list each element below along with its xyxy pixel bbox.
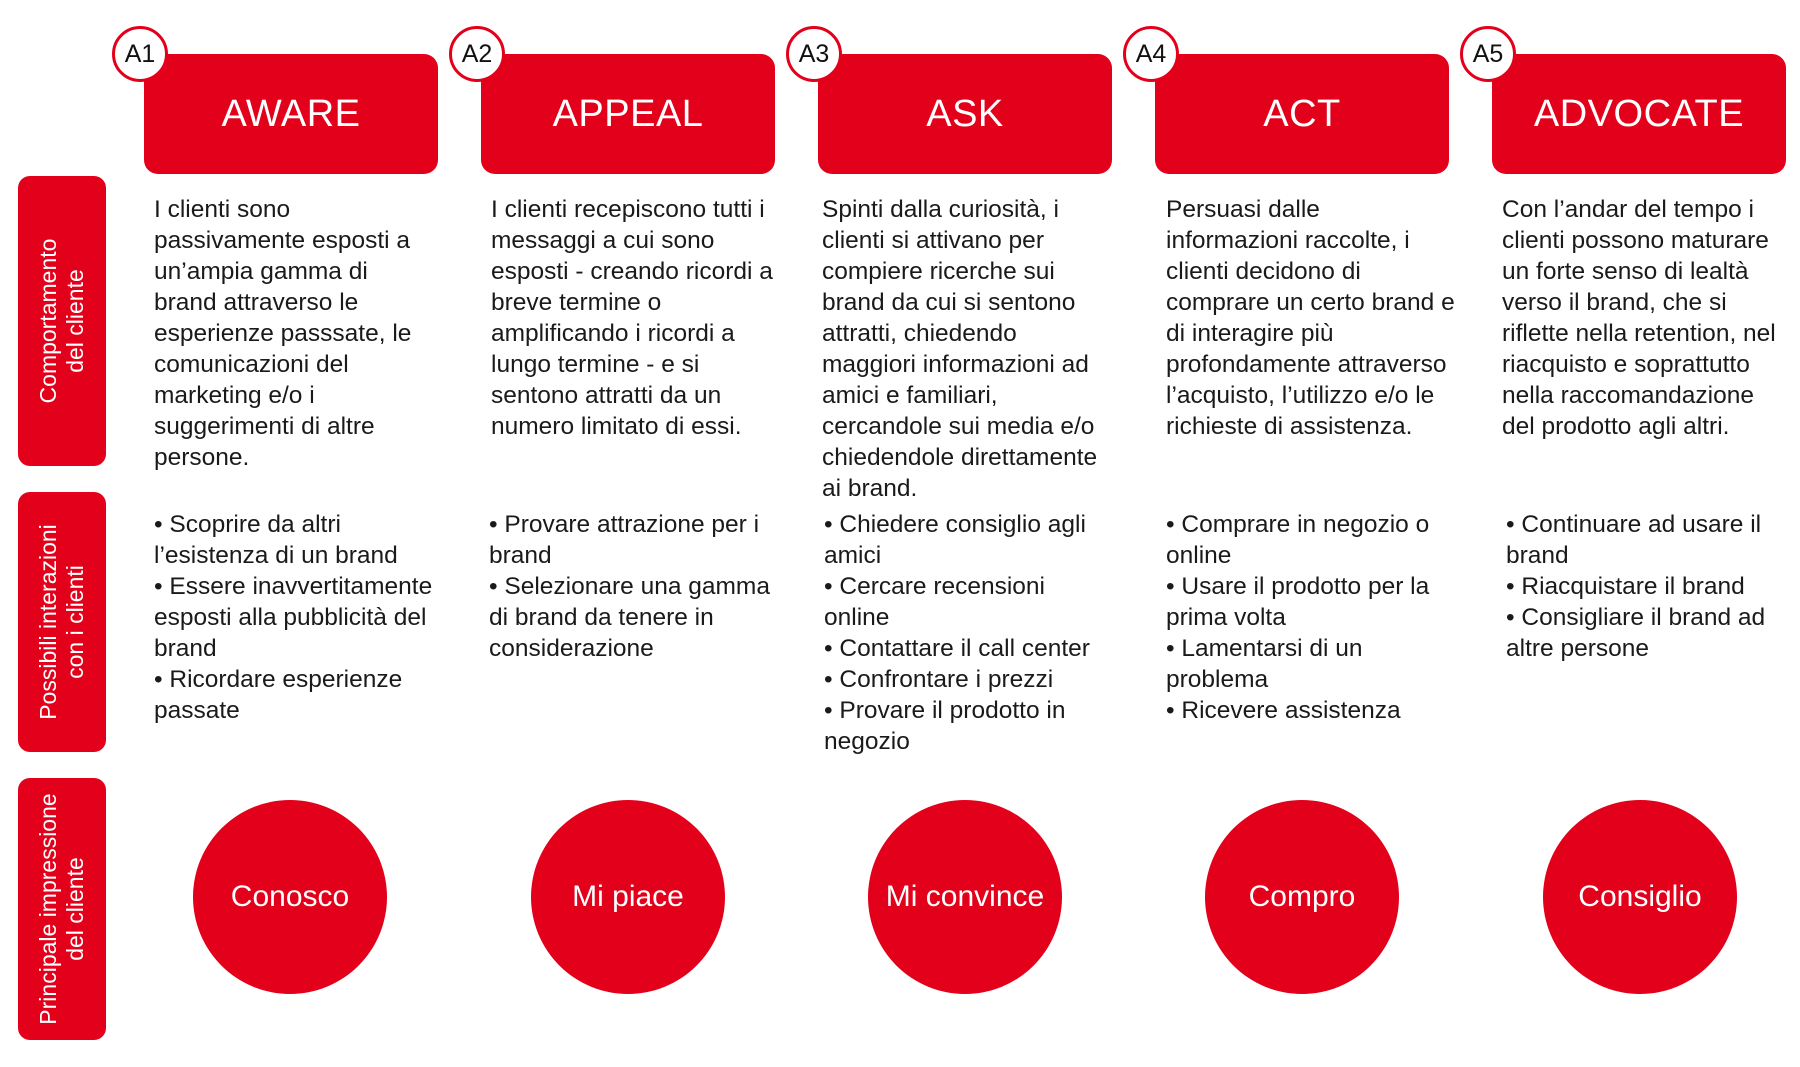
list-item: • Chiedere consiglio agli amici	[824, 511, 1086, 569]
stage-badge: A5	[1460, 26, 1516, 82]
stage-badge: A2	[449, 26, 505, 82]
list-item: • Ricordare esperienze passate	[154, 666, 403, 724]
stage-badge: A3	[786, 26, 842, 82]
list-item: • Usare il prodotto per la prima volta	[1166, 573, 1430, 631]
list-item: • Comprare in negozio o online	[1166, 511, 1430, 569]
list-item: • Ricevere assistenza	[1166, 697, 1401, 724]
row-label-impression	[18, 778, 106, 1040]
list-item: • Continuare ad usare il brand	[1506, 511, 1762, 569]
list-item: • Provare il prodotto in negozio	[824, 697, 1066, 755]
stage-title-advocate: ADVOCATE	[1492, 54, 1786, 174]
list-item: • Confrontare i prezzi	[824, 666, 1054, 693]
impression-circle: Mi convince	[868, 800, 1062, 994]
impression-circle: Consiglio	[1543, 800, 1737, 994]
list-item: • Scoprire da altri l’esistenza di un brand	[154, 511, 398, 569]
row-label-line: del cliente	[62, 857, 88, 961]
stage-interactions-list	[154, 509, 444, 726]
row-label-line: Principale impressione	[35, 793, 61, 1025]
row-label-line: del cliente	[62, 269, 88, 373]
impression-circle: Mi piace	[531, 800, 725, 994]
stage-interactions-list	[489, 509, 779, 664]
stage-title-act: ACT	[1155, 54, 1449, 174]
stage-badge: A4	[1123, 26, 1179, 82]
row-label-line: Comportamento	[35, 238, 61, 404]
stage-interactions-list	[824, 509, 1114, 757]
stage-title-appeal: APPEAL	[481, 54, 775, 174]
list-item: • Selezionare una gamma di brand da tenere in considerazione	[489, 573, 770, 662]
stage-behavior-text: Spinti dalla curiosità, i clienti si attivano per compiere ricerche sui brand da cui si sentono attratti, chiedendo maggiori informazioni ad amici e familiari, cercandole sui media e/o chiedendole direttamente ai brand.	[822, 196, 1098, 502]
list-item: • Contattare il call center	[824, 635, 1090, 662]
list-item: • Essere inavvertitamente esposti alla pubblicità del brand	[154, 573, 433, 662]
stage-title-ask: ASK	[818, 54, 1112, 174]
impression-circle: Compro	[1205, 800, 1399, 994]
list-item: • Lamentarsi di un problema	[1166, 635, 1363, 693]
row-label-line: Possibili interazioni	[35, 524, 61, 720]
stage-interactions-list	[1166, 509, 1456, 726]
row-label-behavior	[18, 176, 106, 466]
stage-behavior-text: Persuasi dalle informazioni raccolte, i clienti decidono di comprare un certo brand e di interagire più profondamente attraverso l’acquisto, l’utilizzo e/o le richieste di assistenza.	[1166, 196, 1455, 440]
stage-behavior-text: I clienti recepiscono tutti i messaggi a cui sono esposti - creando ricordi a breve termine o amplificando i ricordi a lungo termine - e si sentono attratti da un numero limitato di essi.	[491, 196, 773, 440]
row-label-line: con i clienti	[62, 565, 88, 679]
stage-interactions-list	[1506, 509, 1786, 664]
stage-behavior-text: I clienti sono passivamente esposti a un’ampia gamma di brand attraverso le esperienze passsate, le comunicazioni del marketing e/o i suggerimenti di altre persone.	[154, 196, 412, 471]
list-item: • Cercare recensioni online	[824, 573, 1046, 631]
stage-behavior-text: Con l’andar del tempo i clienti possono maturare un forte senso di lealtà verso il brand, che si riflette nella retention, nel riacquisto e soprattutto nella raccomandazione del prodotto agli altri.	[1502, 196, 1776, 440]
stage-title-aware: AWARE	[144, 54, 438, 174]
list-item: • Consigliare il brand ad altre persone	[1506, 604, 1766, 662]
list-item: • Riacquistare il brand	[1506, 573, 1745, 600]
stage-badge: A1	[112, 26, 168, 82]
row-label-interactions	[18, 492, 106, 752]
impression-circle: Conosco	[193, 800, 387, 994]
list-item: • Provare attrazione per i brand	[489, 511, 760, 569]
